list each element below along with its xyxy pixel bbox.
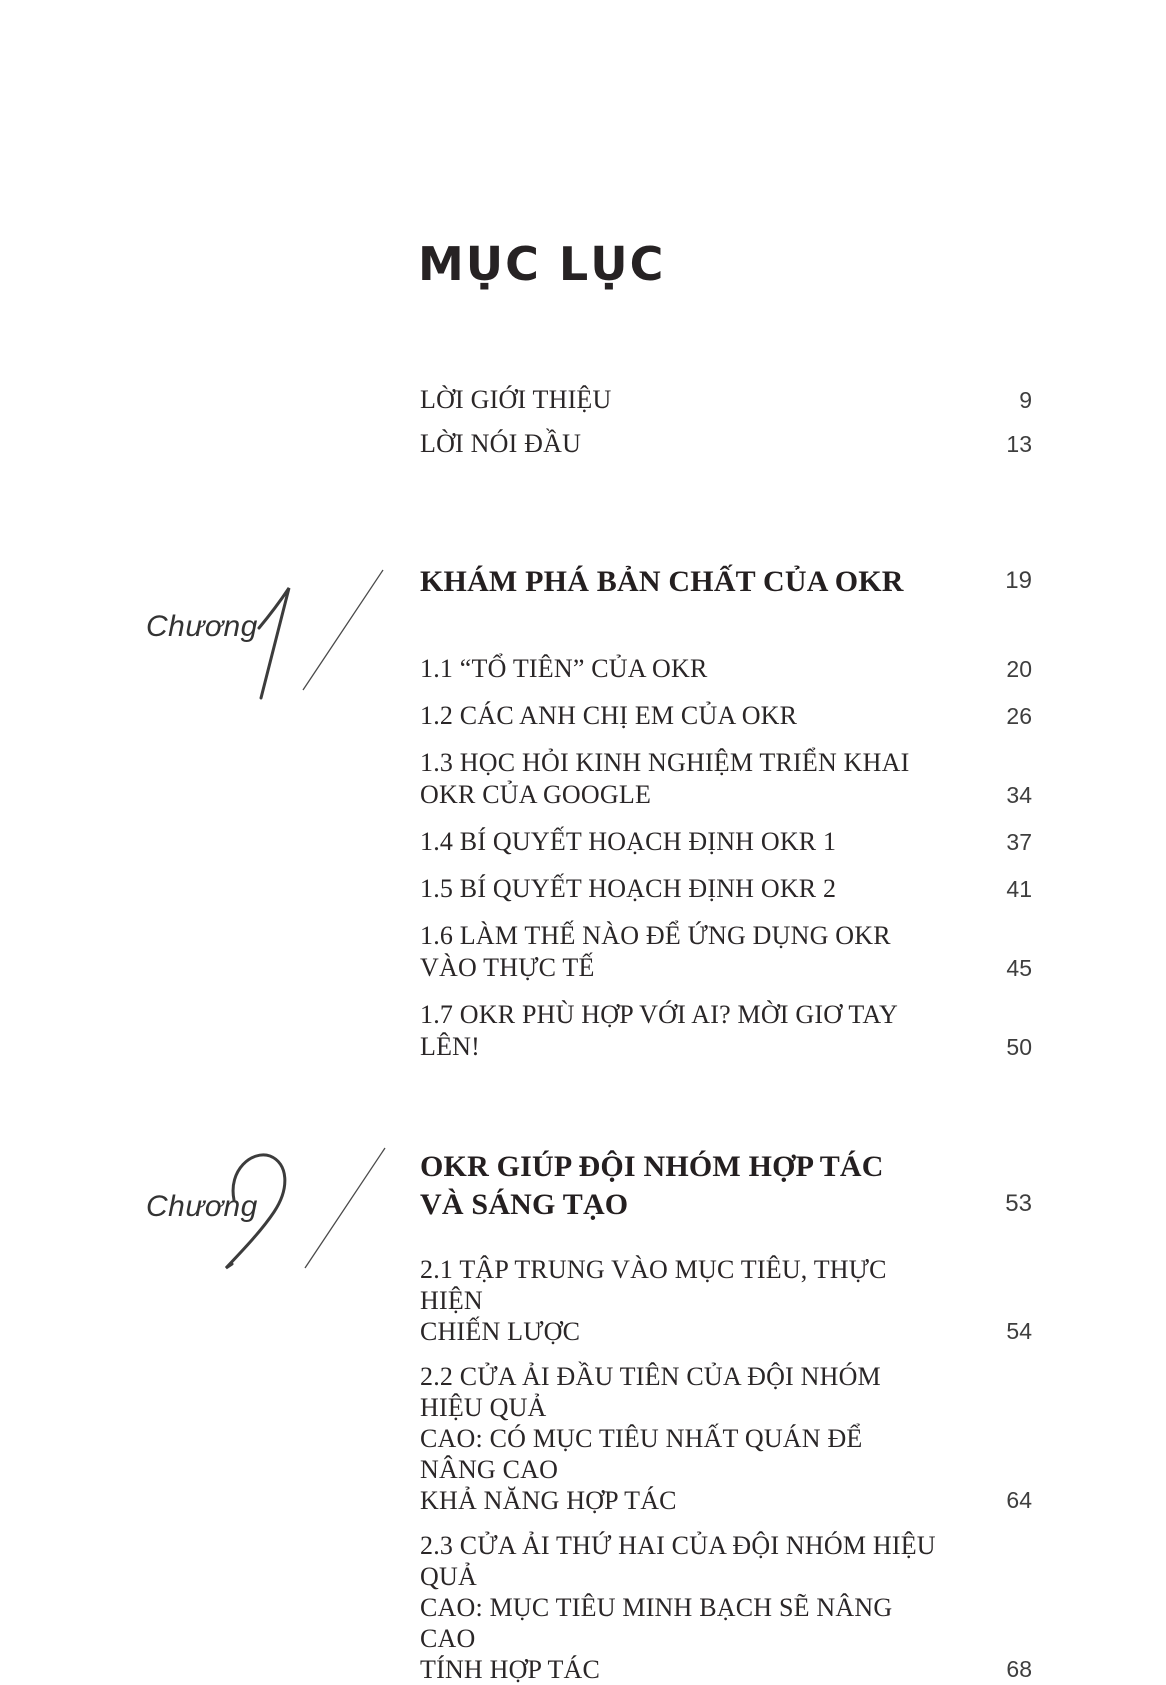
toc-entry xyxy=(420,826,1032,858)
chapter-marker-label: Chương xyxy=(146,1190,258,1223)
toc-entry-page-number: 45 xyxy=(1006,955,1032,981)
chapter-divider-slash-icon xyxy=(301,1144,389,1272)
toc-entry-label: 1.1 “TỔ TIÊN” CỦA OKR xyxy=(420,654,708,683)
toc-entry-label: LỜI NÓI ĐẦU xyxy=(420,429,582,458)
toc-entry xyxy=(420,999,1032,1063)
toc-entry-label: 1.7 OKR PHÙ HỢP VỚI AI? MỜI GIƠ TAY LÊN! xyxy=(420,1000,898,1061)
chapter-title: OKR GIÚP ĐỘI NHÓM HỢP TÁC VÀ SÁNG TẠO xyxy=(420,1150,884,1221)
toc-entry xyxy=(420,384,1032,416)
toc-entry-page-number: 41 xyxy=(1006,876,1032,902)
toc-entry-label: 2.2 CỬA ẢI ĐẦU TIÊN CỦA ĐỘI NHÓM HIỆU QUẢ CAO: CÓ MỤC TIÊU NHẤT QUÁN ĐỂ NÂNG CAO KHẢ NĂNG HỢP TÁC xyxy=(420,1362,881,1515)
toc-entry-label: LỜI GIỚI THIỆU xyxy=(420,385,612,414)
toc-entry xyxy=(420,920,1032,984)
toc-entry xyxy=(420,428,1032,460)
chapter-divider-slash-icon xyxy=(299,566,387,694)
chapter-title: KHÁM PHÁ BẢN CHẤT CỦA OKR xyxy=(420,565,904,598)
toc-entry-label: 2.3 CỬA ẢI THỨ HAI CỦA ĐỘI NHÓM HIỆU QUẢ CAO: MỤC TIÊU MINH BẠCH SẼ NÂNG CAO TÍNH HỢP TÁC xyxy=(420,1531,936,1684)
chapter-section xyxy=(420,1148,1032,1685)
toc-entry-page-number: 64 xyxy=(1006,1487,1032,1513)
toc-entry-label: 1.6 LÀM THẾ NÀO ĐỂ ỨNG DỤNG OKR VÀO THỰC TẾ xyxy=(420,921,891,982)
toc-entry-page-number: 20 xyxy=(1006,656,1032,682)
front-matter-list xyxy=(420,384,1032,460)
toc-entry-label: 1.2 CÁC ANH CHỊ EM CỦA OKR xyxy=(420,701,798,730)
toc-entry xyxy=(420,1361,1032,1516)
toc-entry-page-number: 34 xyxy=(1006,782,1032,808)
chapter-item-list xyxy=(420,1254,1032,1685)
toc-entry xyxy=(420,747,1032,811)
toc-entry xyxy=(420,700,1032,732)
chapter-title-row xyxy=(420,563,1032,601)
chapter-marker-label: Chương xyxy=(146,610,258,643)
toc-entry-label: 2.1 TẬP TRUNG VÀO MỤC TIÊU, THỰC HIỆN CHIẾN LƯỢC xyxy=(420,1255,887,1346)
chapter-number xyxy=(218,1146,298,1271)
chapter-page-number: 53 xyxy=(1005,1190,1032,1217)
toc-entry-page-number: 9 xyxy=(1019,387,1032,413)
toc-entry xyxy=(420,1254,1032,1347)
toc-entry-label: 1.5 BÍ QUYẾT HOẠCH ĐỊNH OKR 2 xyxy=(420,874,837,903)
toc-entry-page-number: 26 xyxy=(1006,703,1032,729)
chapter-title-row xyxy=(420,1148,1032,1224)
chapter-section xyxy=(420,563,1032,1063)
toc-entry xyxy=(420,873,1032,905)
page-title: MỤC LỤC xyxy=(418,236,666,291)
toc-entry-page-number: 50 xyxy=(1006,1034,1032,1060)
toc-entry-page-number: 54 xyxy=(1006,1318,1032,1344)
chapter-item-list xyxy=(420,653,1032,1063)
toc-entry-label: 1.3 HỌC HỎI KINH NGHIỆM TRIỂN KHAI OKR CỦA GOOGLE xyxy=(420,748,910,809)
toc-entry-page-number: 37 xyxy=(1006,829,1032,855)
toc-entry-page-number: 68 xyxy=(1006,1656,1032,1682)
toc-entry-label: 1.4 BÍ QUYẾT HOẠCH ĐỊNH OKR 1 xyxy=(420,827,837,856)
toc-entry xyxy=(420,653,1032,685)
chapter-page-number: 19 xyxy=(1005,567,1032,594)
toc-entry-page-number: 13 xyxy=(1006,431,1032,457)
